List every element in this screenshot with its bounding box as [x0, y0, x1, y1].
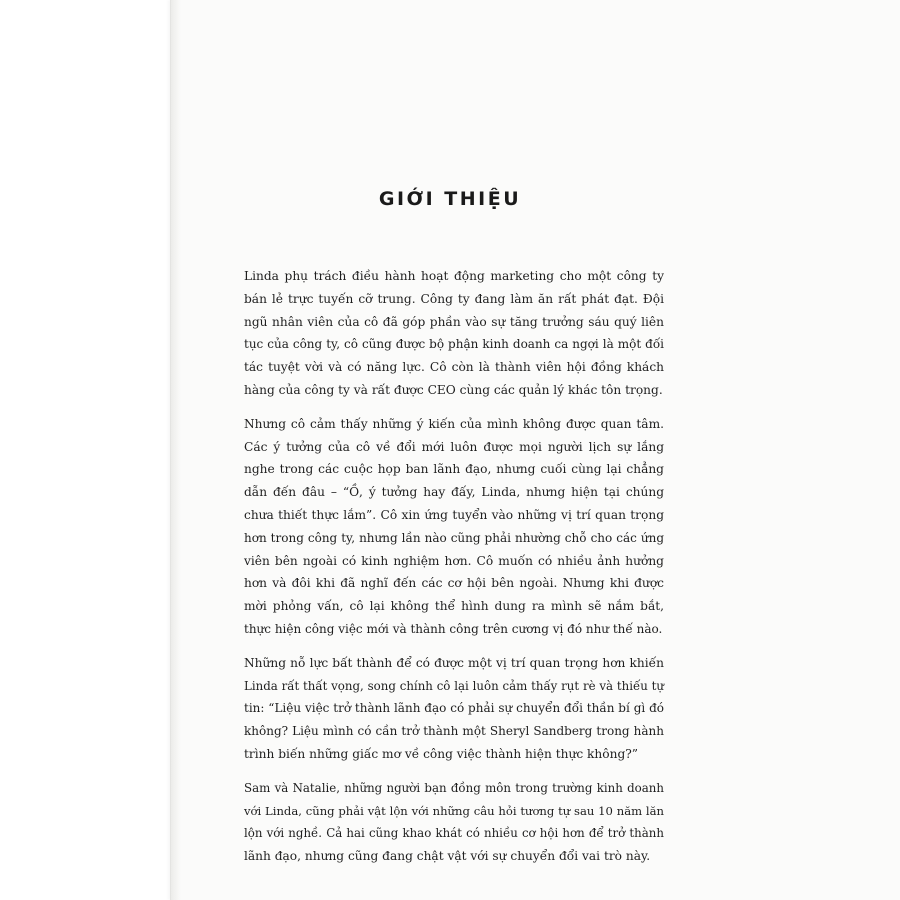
text-line: Các ý tưởng của cô về đổi mới luôn được mọi người lịch sự lắng [244, 439, 664, 454]
text-line: chưa thiết thực lắm”. Cô xin ứng tuyển vào những vị trí quan trọng [244, 507, 664, 522]
text-line: mời phỏng vấn, cô lại không thể hình dung ra mình sẽ nắm bắt, [244, 599, 664, 614]
text-line: hàng của công ty và rất được CEO cùng các quản lý khác tôn trọng. [244, 382, 663, 397]
text-line: hơn trong công ty, nhưng lần nào cũng phải nhường chỗ cho các ứng [244, 530, 664, 545]
paragraph-3 [244, 652, 664, 766]
text-line: Những nỗ lực bất thành để có được một vị trí quan trọng hơn khiến [244, 655, 664, 670]
paragraph-1 [244, 265, 664, 402]
text-line: tục của công ty, cô cũng được bộ phận kinh doanh ca ngợi là một đối [244, 337, 664, 352]
chapter-body [244, 265, 664, 879]
paragraph-2 [244, 413, 664, 641]
text-line: không? Liệu mình có cần trở thành một Sheryl Sandberg trong hành [244, 724, 664, 739]
text-line: Nhưng cô cảm thấy những ý kiến của mình không được quan tâm. [244, 416, 664, 431]
text-line: tác tuyệt vời và có năng lực. Cô còn là thành viên hội đồng khách [244, 360, 664, 375]
text-line: bán lẻ trực tuyến cỡ trung. Công ty đang làm ăn rất phát đạt. Đội [244, 291, 664, 306]
text-line: thực hiện công việc mới và thành công trên cương vị đó như thế nào. [244, 621, 663, 636]
text-line: với Linda, cũng phải vật lộn với những câu hỏi tương tự sau 10 năm lăn [244, 803, 664, 818]
text-line: dẫn đến đâu – “Ồ, ý tưởng hay đấy, Linda, nhưng hiện tại chúng [244, 485, 664, 500]
text-line: ngũ nhân viên của cô đã góp phần vào sự tăng trưởng sáu quý liên [244, 314, 664, 329]
paragraph-4 [244, 777, 664, 868]
text-line: Linda rất thất vọng, song chính cô lại luôn cảm thấy rụt rè và thiếu tự [244, 678, 664, 693]
text-line: lãnh đạo, nhưng cũng đang chật vật với sự chuyển đổi vai trò này. [244, 849, 651, 864]
text-line: viên bên ngoài có kinh nghiệm hơn. Cô muốn có nhiều ảnh hưởng [244, 553, 664, 568]
text-line: nghe trong các cuộc họp ban lãnh đạo, nhưng cuối cùng lại chẳng [244, 462, 664, 477]
text-line: Sam và Natalie, những người bạn đồng môn trong trường kinh doanh [244, 780, 664, 795]
text-line: hơn và đôi khi đã nghĩ đến các cơ hội bên ngoài. Nhưng khi được [244, 576, 664, 591]
text-line: trình biến những giấc mơ về công việc thành hiện thực không?” [244, 746, 639, 761]
text-line: tin: “Liệu việc trở thành lãnh đạo có phải sự chuyển đổi thần bí gì đó [244, 701, 664, 716]
chapter-heading: GIỚI THIỆU [378, 188, 522, 210]
text-line: lộn với nghề. Cả hai cũng khao khát có nhiều cơ hội hơn để trở thành [244, 826, 664, 841]
text-line: Linda phụ trách điều hành hoạt động marketing cho một công ty [244, 269, 664, 283]
